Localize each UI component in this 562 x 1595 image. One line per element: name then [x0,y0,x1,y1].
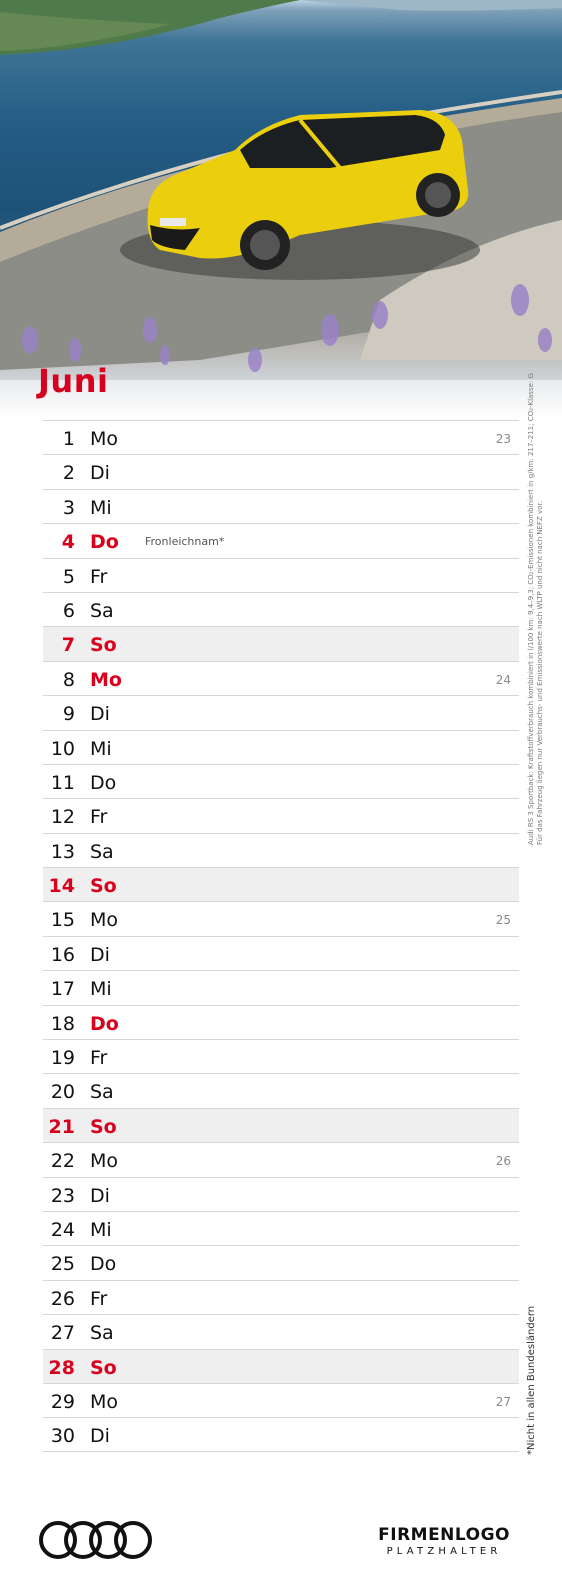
day-of-week: So [90,634,117,657]
day-of-week: Mi [90,737,112,760]
logo-line-2: PLATZHALTER [386,1546,502,1557]
calendar-day-row [43,626,519,660]
day-number: 7 [61,634,75,657]
calendar-day-row [43,867,519,901]
day-of-week: Di [90,1425,110,1448]
car-on-coastal-road-image [0,0,562,420]
day-number: 18 [50,1012,75,1035]
calendar-day-row [43,1142,519,1176]
holiday-footnote: *Nicht in allen Bundesländern [526,1305,537,1455]
day-number: 25 [50,1253,75,1276]
calendar-day-row [43,695,519,729]
month-title: Juni [38,362,109,400]
audi-rings-logo [38,1518,154,1562]
calendar-day-row [43,592,519,626]
calendar-day-row [43,1005,519,1039]
calendar-day-row [43,420,519,454]
calendar-day-row [43,1108,519,1142]
day-of-week: Do [90,1253,117,1276]
day-of-week: Mi [90,496,112,519]
day-number: 2 [62,462,75,485]
calendar-day-row [43,730,519,764]
day-number: 19 [50,1047,75,1070]
day-number: 12 [50,806,75,829]
day-of-week: Do [90,531,119,554]
calendar-day-row [43,798,519,832]
week-number: 25 [495,913,511,928]
day-of-week: Di [90,943,110,966]
day-number: 29 [50,1390,75,1413]
calendar-day-row [43,558,519,592]
header-photo [0,0,562,420]
day-number: 13 [50,840,75,863]
day-of-week: Fr [90,806,108,829]
day-number: 6 [62,599,75,622]
day-of-week: Sa [90,1322,114,1345]
day-of-week: Fr [90,1287,108,1310]
calendar-day-row [43,901,519,935]
calendar-day-row [43,1314,519,1348]
day-number: 14 [48,875,75,898]
day-of-week: Mo [90,1150,119,1173]
day-number: 11 [50,771,75,794]
day-number: 3 [62,496,75,519]
day-number: 23 [50,1184,75,1207]
day-number: 4 [61,531,75,554]
calendar-day-row [43,833,519,867]
day-of-week: Di [90,1184,110,1207]
day-number: 17 [50,978,75,1001]
fuel-consumption-line-2: Für das Fahrzeug liegen nur Verbrauchs- und Emissionswerte nach WLTP und nicht nach NEFZ vor. [536,501,544,845]
day-number: 26 [50,1287,75,1310]
fuel-consumption-line-1: Audi RS 3 Sportback: Kraftstoffverbrauch kombiniert in l/100 km: 9,4–9,3; CO₂-Emissionen kombiniert in g/km: 217–211; CO₂-Klasse: G [527,373,535,845]
calendar-day-row [43,454,519,488]
day-of-week: Di [90,462,110,485]
calendar-day-row [43,1245,519,1279]
day-number: 21 [48,1115,75,1138]
day-of-week: Sa [90,840,114,863]
day-number: 28 [48,1356,75,1379]
day-of-week: Mo [90,1390,119,1413]
logo-line-1: FIRMENLOGO [378,1525,510,1545]
calendar-day-row [43,970,519,1004]
day-of-week: So [90,875,117,898]
day-of-week: Mo [90,909,119,932]
day-of-week: Mo [90,428,119,450]
day-of-week: Sa [90,1081,114,1104]
day-number: 27 [50,1322,75,1345]
calendar-day-row [43,1280,519,1314]
day-number: 8 [62,668,75,691]
company-logo-placeholder [378,1525,510,1557]
day-of-week: Mo [90,668,122,691]
fuel-consumption-note [527,373,545,845]
day-of-week: Sa [90,599,114,622]
day-of-week: Fr [90,565,108,588]
day-number: 16 [50,943,75,966]
calendar-day-row [43,1417,519,1451]
day-of-week: Mi [90,1218,112,1241]
day-number: 9 [62,703,75,726]
day-number: 30 [50,1425,75,1448]
calendar-day-row [43,1383,519,1417]
day-number: 22 [50,1150,75,1173]
calendar-day-row [43,936,519,970]
day-of-week: Fr [90,1047,108,1070]
calendar-day-row [43,1349,519,1383]
day-of-week: Di [90,703,110,726]
day-number: 10 [50,737,75,760]
day-number: 24 [50,1218,75,1241]
day-number: 20 [50,1081,75,1104]
week-number: 27 [495,1394,511,1409]
holiday-label: Fronleichnam* [145,535,225,549]
day-of-week: Do [90,1012,119,1035]
day-of-week: Do [90,771,117,794]
week-number: 26 [495,1154,511,1169]
day-number: 15 [50,909,75,932]
calendar-day-row [43,523,519,557]
calendar-day-row [43,1177,519,1211]
calendar-day-row [43,661,519,695]
calendar-day-row [43,1073,519,1107]
day-number: 1 [62,428,75,450]
calendar-day-row [43,1039,519,1073]
calendar-table [43,420,519,1452]
calendar-day-row [43,764,519,798]
day-of-week: Mi [90,978,112,1001]
week-number: 23 [495,432,511,446]
week-number: 24 [495,672,511,687]
day-of-week: So [90,1356,117,1379]
calendar-day-row [43,489,519,523]
day-number: 5 [62,565,75,588]
day-of-week: So [90,1115,117,1138]
calendar-day-row [43,1211,519,1245]
